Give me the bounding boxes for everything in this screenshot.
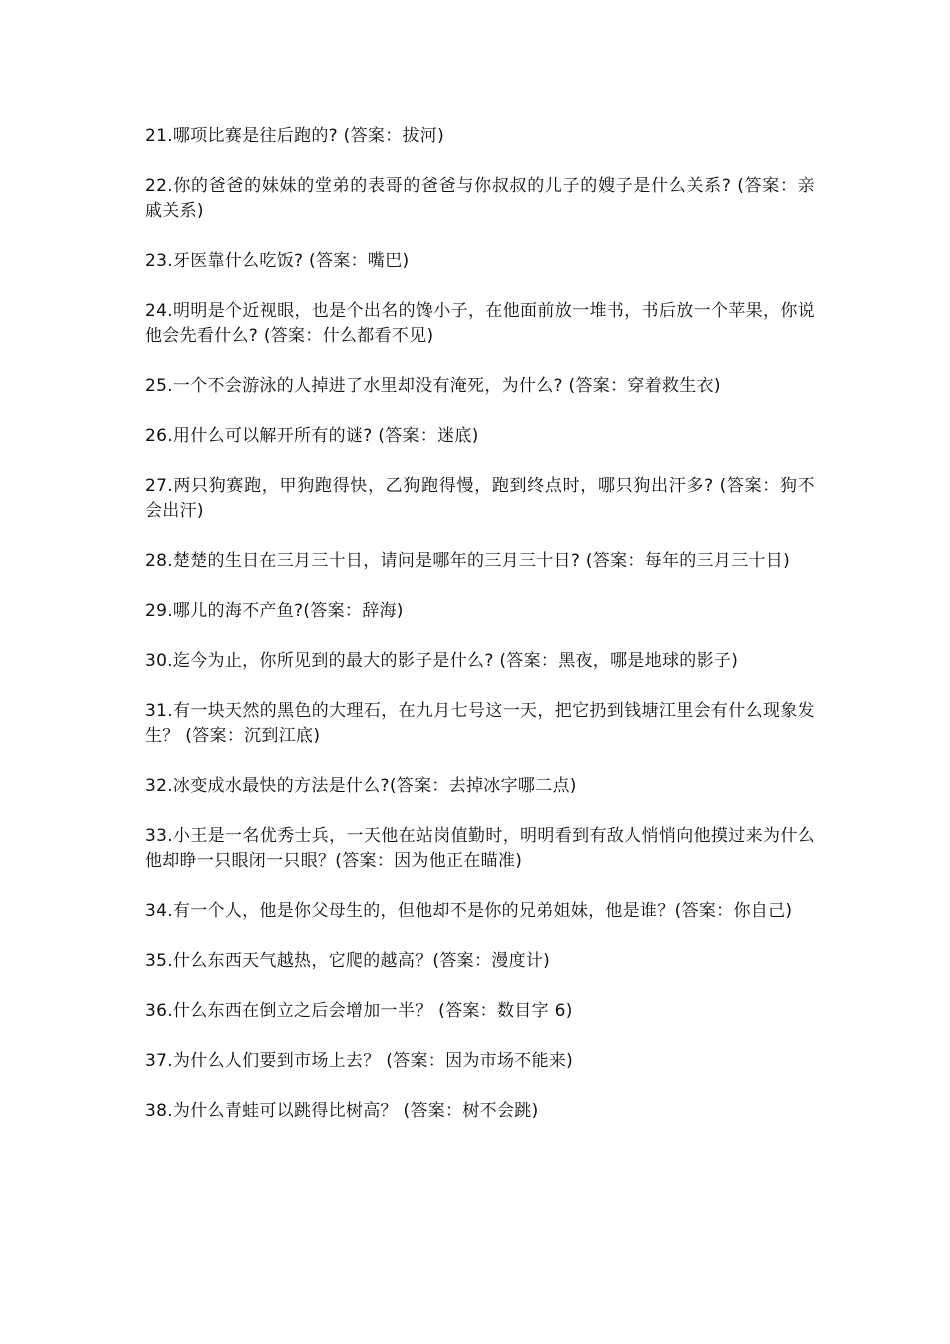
riddle-item-21: 21.哪项比赛是往后跑的? (答案：拔河)	[145, 126, 445, 146]
riddle-item-36: 36.什么东西在倒立之后会增加一半？ (答案：数目字 6)	[145, 1001, 573, 1021]
riddle-item-34: 34.有一个人，他是你父母生的，但他却不是你的兄弟姐妹，他是谁？(答案：你自己)	[145, 901, 793, 921]
riddle-item-37: 37.为什么人们要到市场上去？ (答案：因为市场不能来)	[145, 1051, 574, 1071]
riddle-item-23: 23.牙医靠什么吃饭? (答案：嘴巴)	[145, 251, 410, 271]
riddle-item-33: 33.小王是一名优秀士兵，一天他在站岗值勤时，明明看到有敌人悄悄向他摸过来为什么他却睁一只眼闭一只眼？(答案：因为他正在瞄准)	[145, 826, 815, 871]
riddle-item-32: 32.冰变成水最快的方法是什么?(答案：去掉冰字哪二点)	[145, 776, 577, 796]
riddle-item-28: 28.楚楚的生日在三月三十日，请问是哪年的三月三十日? (答案：每年的三月三十日)	[145, 551, 791, 571]
riddle-item-38: 38.为什么青蛙可以跳得比树高？ (答案：树不会跳)	[145, 1101, 539, 1121]
riddle-item-31: 31.有一块天然的黑色的大理石，在九月七号这一天，把它扔到钱塘江里会有什么现象发生？ (答案：沉到江底)	[145, 701, 815, 746]
riddle-item-22: 22.你的爸爸的妹妹的堂弟的表哥的爸爸与你叔叔的儿子的嫂子是什么关系? (答案：亲戚关系)	[145, 176, 815, 221]
riddle-item-25: 25.一个不会游泳的人掉进了水里却没有淹死，为什么? (答案：穿着救生衣)	[145, 376, 721, 396]
riddle-item-30: 30.迄今为止，你所见到的最大的影子是什么? (答案：黑夜，哪是地球的影子)	[145, 651, 739, 671]
riddle-item-27: 27.两只狗赛跑，甲狗跑得快，乙狗跑得慢，跑到终点时，哪只狗出汗多? (答案：狗不会出汗)	[145, 476, 815, 521]
riddle-item-26: 26.用什么可以解开所有的谜? (答案：迷底)	[145, 426, 479, 446]
riddle-item-24: 24.明明是个近视眼，也是个出名的馋小子，在他面前放一堆书，书后放一个苹果，你说他会先看什么? (答案：什么都看不见)	[145, 301, 815, 346]
riddle-item-29: 29.哪儿的海不产鱼?(答案：辞海)	[145, 601, 404, 621]
riddle-list	[145, 124, 815, 1149]
riddle-item-35: 35.什么东西天气越热，它爬的越高？(答案：漫度计)	[145, 951, 551, 971]
